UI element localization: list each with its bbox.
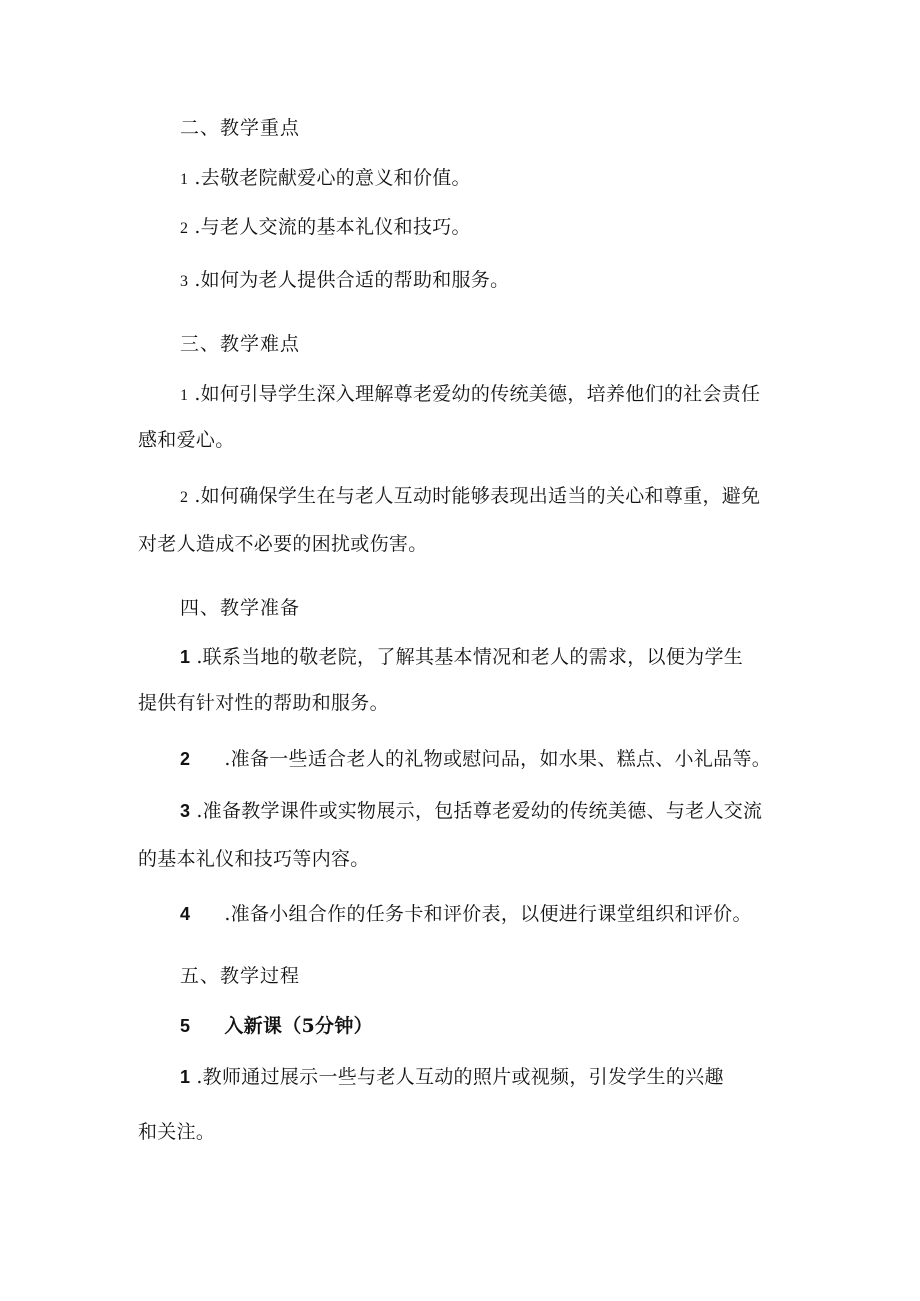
item-text-continued: 对老人造成不必要的困扰或伤害。 <box>138 533 428 555</box>
subsection-heading <box>180 1013 373 1039</box>
section-heading-2: 二、教学重点 <box>180 117 301 139</box>
item-text-continued: 的基本礼仪和技巧等内容。 <box>138 848 370 870</box>
list-item <box>180 483 760 511</box>
item-text: .去敬老院献爱心的意义和价值。 <box>194 167 471 189</box>
item-number: 4 <box>180 904 191 924</box>
item-text: .准备小组合作的任务卡和评价表，以便进行课堂组织和评价。 <box>224 903 752 925</box>
item-number: 1 <box>180 647 191 667</box>
list-item <box>180 267 509 295</box>
subsection-number: 5 <box>180 1016 191 1036</box>
item-text: .准备教学课件或实物展示，包括尊老爱幼的传统美德、与老人交流 <box>196 800 763 822</box>
list-item <box>180 214 471 242</box>
list-item <box>180 644 743 670</box>
item-number: 2 <box>180 749 191 769</box>
item-number: 2 <box>180 220 189 237</box>
item-number: 3 <box>180 273 189 290</box>
item-text: .如何引导学生深入理解尊老爱幼的传统美德，培养他们的社会责任 <box>194 383 761 405</box>
item-text: .联系当地的敬老院，了解其基本情况和老人的需求，以便为学生 <box>196 646 744 668</box>
list-item <box>180 798 762 824</box>
section-heading-3: 三、教学难点 <box>180 333 301 355</box>
item-text-continued: 感和爱心。 <box>138 429 235 451</box>
list-item <box>180 901 752 927</box>
item-number: 1 <box>180 171 189 188</box>
item-text: .准备一些适合老人的礼物或慰问品，如水果、糕点、小礼品等。 <box>224 748 772 770</box>
item-number: 3 <box>180 801 191 821</box>
subsection-title: 入新课（5分钟） <box>224 1015 373 1037</box>
section-heading-4: 四、教学准备 <box>180 597 301 619</box>
item-text-continued: 提供有针对性的帮助和服务。 <box>138 692 389 714</box>
list-item <box>180 165 471 193</box>
item-text: .教师通过展示一些与老人互动的照片或视频，引发学生的兴趣 <box>196 1066 724 1088</box>
item-text: .与老人交流的基本礼仪和技巧。 <box>194 216 471 238</box>
item-text: .如何确保学生在与老人互动时能够表现出适当的关心和尊重，避免 <box>194 485 761 507</box>
list-item <box>180 381 760 409</box>
list-item <box>180 1064 724 1090</box>
section-heading-5: 五、教学过程 <box>180 965 301 987</box>
item-text-continued: 和关注。 <box>138 1121 216 1143</box>
item-number: 2 <box>180 489 189 506</box>
item-number: 1 <box>180 1067 191 1087</box>
list-item <box>180 746 771 772</box>
item-number: 1 <box>180 387 189 404</box>
item-text: .如何为老人提供合适的帮助和服务。 <box>194 269 510 291</box>
